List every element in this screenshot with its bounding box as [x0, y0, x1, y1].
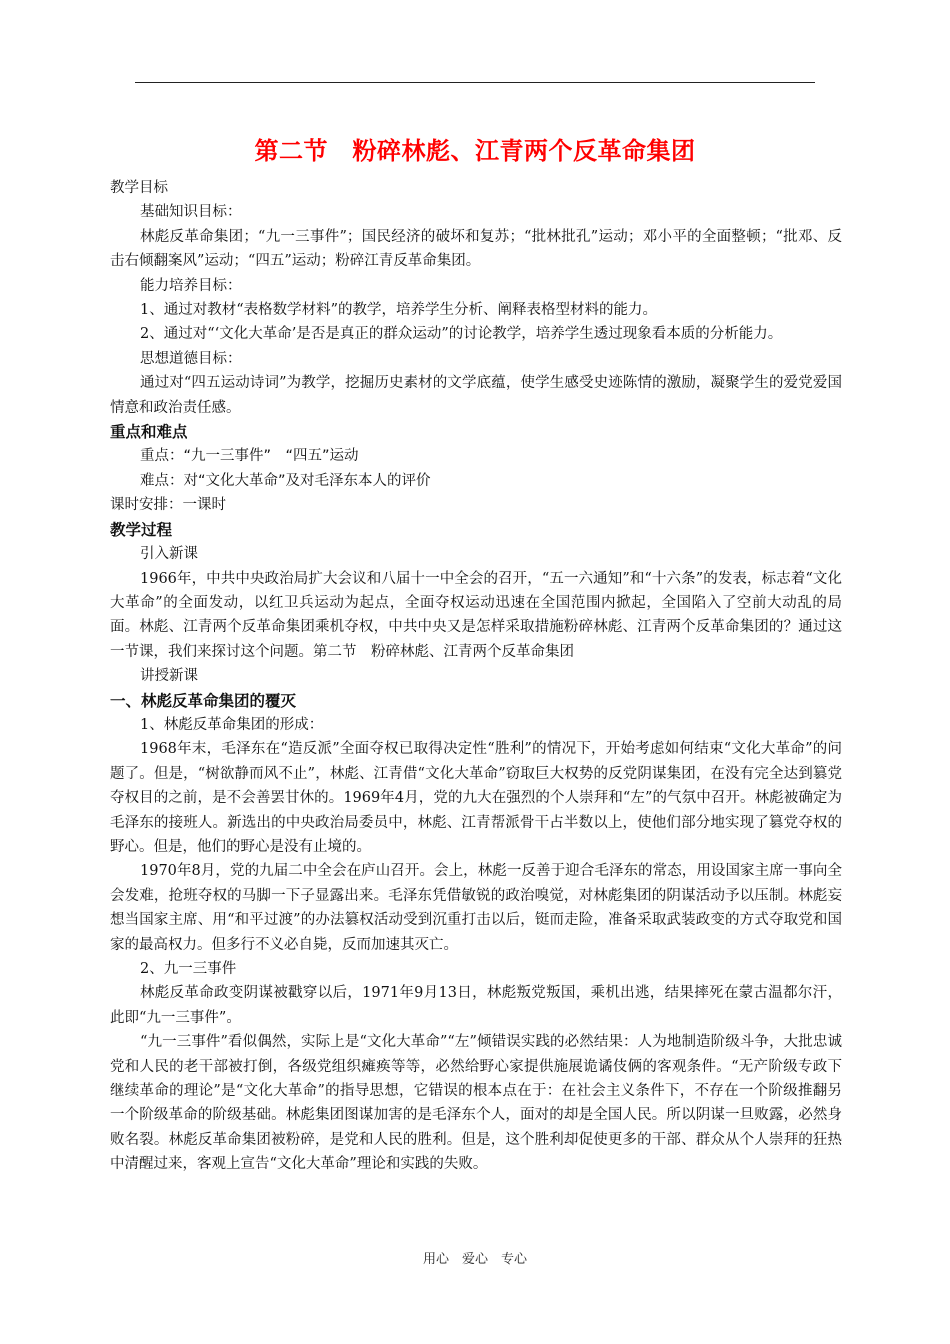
paragraph-ability-2: 2、通过对“‘文化大革命’是否是真正的群众运动”的讨论教学，培养学生透过现象看本质的分析能力。 — [140, 326, 783, 343]
document-body — [110, 176, 842, 1177]
paragraph-intro: 1966年，中共中央政治局扩大会议和八届十一中全会的召开，“五一六通知”和“十六条”的发表，标志着“文化大革命”的全面发动，以红卫兵运动为起点，全面夺权运动迅速在全国范围内掀起，全国陷入了空前大动乱的局面。林彪、江青两个反革命集团乘机夺权，中共中央又是怎样采取措施粉碎林彪、江青两个反革命集团的？通过这一节课，我们来探讨这个问题。第二节 粉碎林彪、江青两个反革命集团 — [110, 570, 842, 660]
paragraph-1968: 1968年末，毛泽东在“造反派”全面夺权已取得决定性“胜利”的情况下，开始考虑如何结束“文化大革命”的问题了。但是，“树欲静而风不止”，林彪、江青借“文化大革命”窃取巨大权势的反党阴谋集团，在没有完全达到篡党夺权目的之前，是不会善罢甘休的。1969年4月，党的九大在强烈的个人崇拜和“左”的气氛中召开。林彪被确定为毛泽东的接班人。新选出的中央政治局委员中，林彪、江青帮派骨干占半数以上，使他们部分地实现了篡党夺权的野心。但是，他们的野心是没有止境的。 — [110, 741, 842, 855]
paragraph-basic-knowledge: 林彪反革命集团；“九一三事件”；国民经济的破坏和复苏；“批林批孔”运动；邓小平的全面整顿；“批邓、反击右倾翻案风”运动；“四五”运动；粉碎江青反革命集团。 — [110, 228, 842, 270]
paragraph-1971: 林彪反革命政变阴谋被戳穿以后，1971年9月13日，林彪叛党叛国，乘机出逃，结果摔死在蒙古温都尔汗，此即“九一三事件”。 — [110, 985, 842, 1026]
subheading-formation: 1、林彪反革命集团的形成： — [140, 716, 324, 733]
page-title: 第二节 粉碎林彪、江青两个反革命集团 — [254, 137, 696, 165]
section-heading-process: 教学过程 — [110, 520, 173, 539]
schedule-label: 课时安排： — [110, 497, 183, 514]
subheading-913: 2、九一三事件 — [140, 961, 237, 977]
subheading-ability: 能力培养目标： — [140, 277, 242, 294]
section-heading-part1: 一、林彪反革命集团的覆灭 — [110, 691, 297, 710]
subheading-moral: 思想道德目标： — [140, 350, 242, 367]
page-footer: 用心 爱心 专心 — [422, 1252, 527, 1267]
section-heading-teaching-goals: 教学目标 — [110, 180, 168, 196]
schedule-line — [110, 493, 842, 517]
header-rule — [135, 82, 815, 83]
subheading-basic-knowledge: 基础知识目标： — [140, 204, 242, 221]
subheading-intro: 引入新课 — [140, 546, 198, 563]
key-points-line: 重点：“九一三事件” “四五”运动 — [140, 448, 359, 465]
paragraph-1970: 1970年8月，党的九届二中全会在庐山召开。会上，林彪一反善于迎合毛泽东的常态，用设国家主席一事向全会发难，抢班夺权的马脚一下子显露出来。毛泽东凭借敏锐的政治嗅觉，对林彪集团的阴谋活动予以压制。林彪妄想当国家主席、用“和平过渡”的办法篡权活动受到沉重打击以后，铤而走险，准备采取武装政变的方式夺取党和国家的最高权力。但多行不义必自毙，反而加速其灭亡。 — [110, 863, 842, 953]
schedule-value: 一课时 — [182, 497, 226, 514]
paragraph-ability-1: 1、通过对教材“表格数学材料”的教学，培养学生分析、阐释表格型材料的能力。 — [140, 302, 658, 319]
paragraph-913-analysis: “九一三事件”看似偶然，实际上是“文化大革命”“左”倾错误实践的必然结果：人为地制造阶级斗争，大批忠诚党和人民的老干部被打倒，各级党组织瘫痪等等，必然给野心家提供施展诡谲伎俩的客观条件。“无产阶级专政下继续革命的理论”是“文化大革命”的指导思想，它错误的根本点在于：在社会主义条件下，不存在一个阶级推翻另一个阶级革命的阶级基础。林彪集团图谋加害的是毛泽东个人，面对的却是全国人民。所以阴谋一旦败露，必然身败名裂。林彪反革命集团被粉碎，是党和人民的胜利。但是，这个胜利却促使更多的干部、群众从个人崇拜的狂热中清醒过来，客观上宣告“文化大革命”理论和实践的失败。 — [110, 1034, 842, 1173]
subheading-lecture: 讲授新课 — [140, 668, 198, 685]
section-heading-key-points: 重点和难点 — [110, 423, 188, 442]
difficulty-line: 难点：对“文化大革命”及对毛泽东本人的评价 — [140, 472, 431, 489]
paragraph-moral: 通过对“四五运动诗词”为教学，挖掘历史素材的文学底蕴，使学生感受史迹陈情的激励，凝聚学生的爱党爱国情意和政治责任感。 — [110, 375, 842, 416]
